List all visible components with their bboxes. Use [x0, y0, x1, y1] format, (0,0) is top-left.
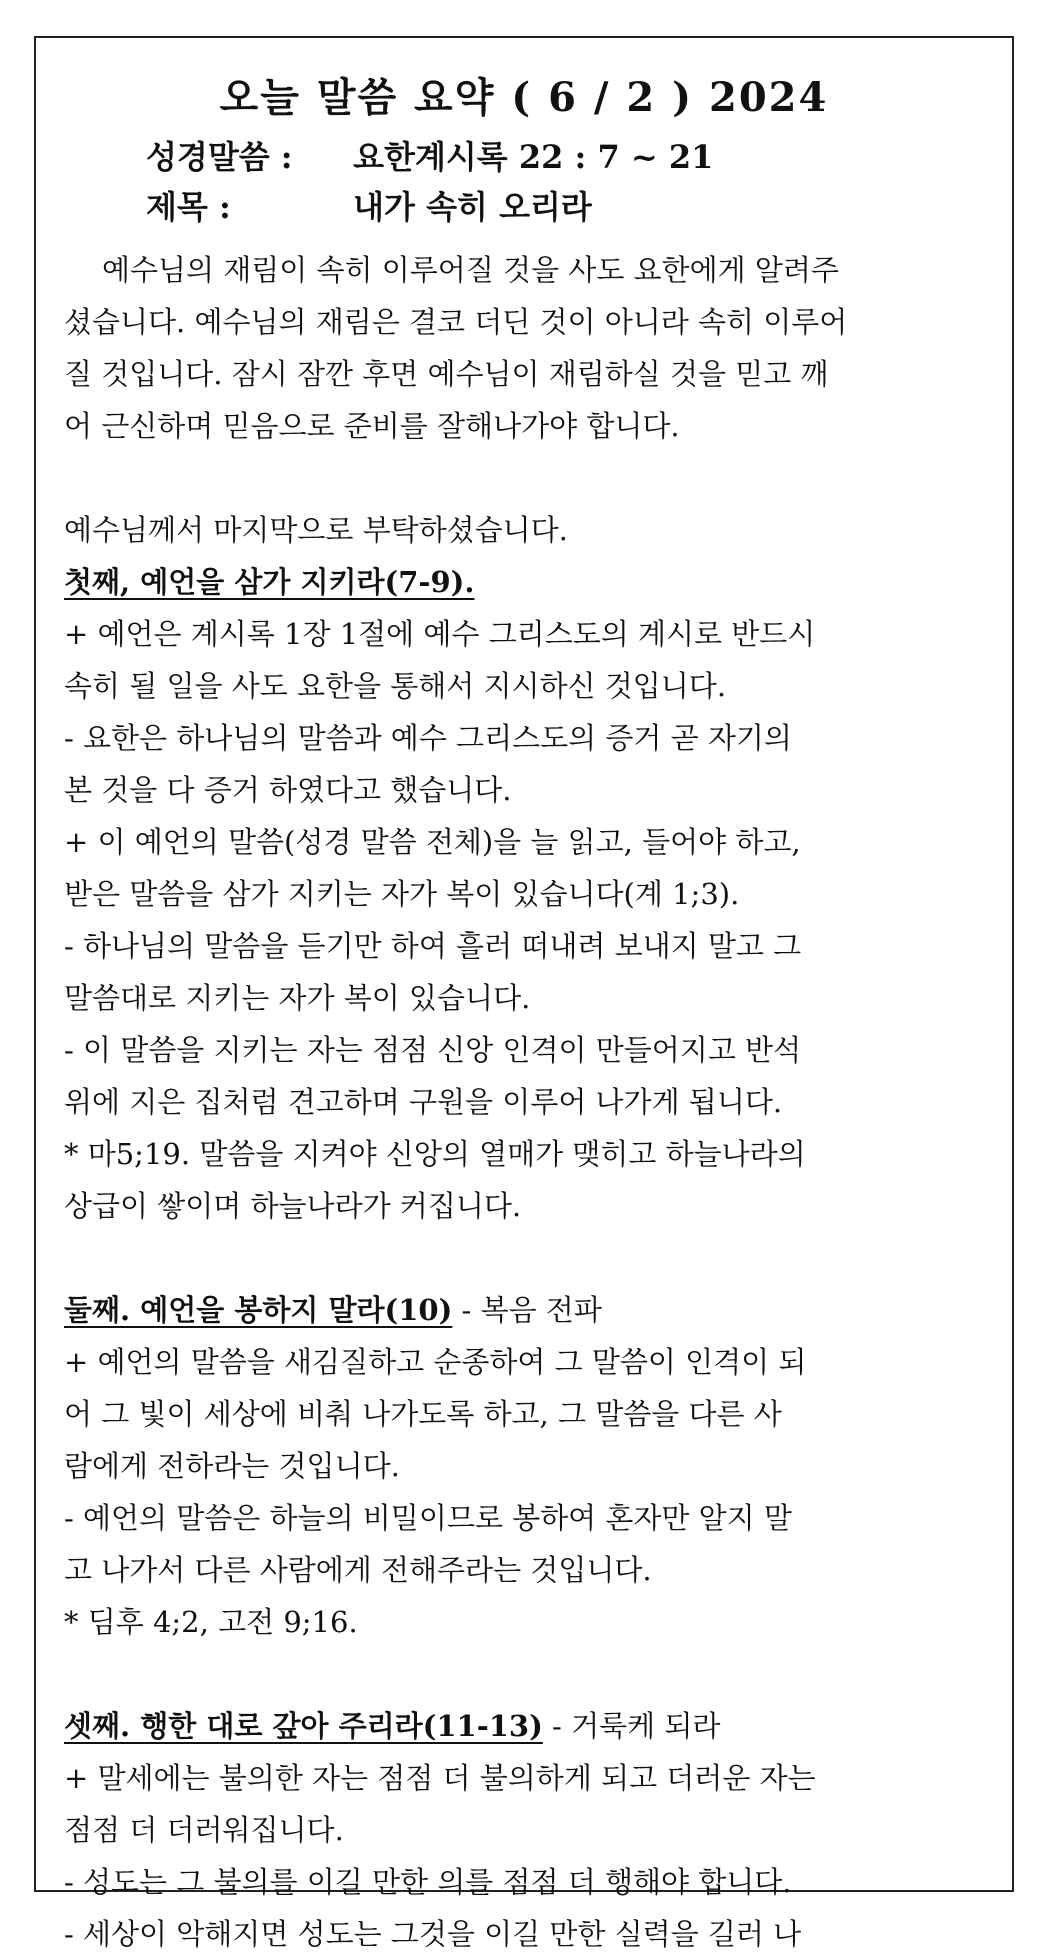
sermon-title [146, 182, 592, 228]
section-1-line: 말씀대로 지키는 자가 복이 있습니다. [64, 981, 531, 1015]
page-title: 오늘 말씀 요약 ( 6 / 2 ) 2024 [219, 74, 829, 121]
section-3-line: + 말세에는 불의한 자는 점점 더 불의하게 되고 더러운 자는 [64, 1761, 816, 1795]
section-2-line: 어 그 빛이 세상에 비춰 나가도록 하고, 그 말씀을 다른 사 [64, 1397, 782, 1431]
section-2-line: * 딤후 4;2, 고전 9;16. [64, 1605, 358, 1639]
section-1-line: 본 것을 다 증거 하였다고 했습니다. [64, 773, 512, 807]
section-3-line: 점점 더 더러워집니다. [64, 1813, 344, 1847]
intro-line: 예수님의 재림이 속히 이루어질 것을 사도 요한에게 알려주 [102, 253, 839, 287]
lead-line: 예수님께서 마지막으로 부탁하셨습니다. [64, 513, 568, 547]
section-1-heading-text: 첫째, 예언을 삼가 지키라(7-9). [64, 565, 475, 599]
section-1-line: - 하나님의 말씀을 듣기만 하여 흘러 떠내려 보내지 말고 그 [64, 929, 802, 963]
section-3-line: - 세상이 악해지면 성도는 그것을 이길 만한 실력을 길러 나 [64, 1917, 802, 1951]
section-3-suffix: - 거룩케 되라 [542, 1709, 721, 1743]
section-1-line: 속히 될 일을 사도 요한을 통해서 지시하신 것입니다. [64, 669, 727, 703]
intro-line: 어 근신하며 믿음으로 준비를 잘해나가야 합니다. [64, 409, 680, 443]
section-1-line: 위에 지은 집처럼 견고하며 구원을 이루어 나가게 됩니다. [64, 1085, 783, 1119]
section-1-line: 받은 말씀을 삼가 지키는 자가 복이 있습니다(계 1;3). [64, 877, 740, 911]
sermon-body [64, 244, 984, 1960]
scripture-label: 성경말씀 : [146, 138, 293, 176]
section-2-line: 고 나가서 다른 사람에게 전해주라는 것입니다. [64, 1553, 652, 1587]
section-2-heading [64, 1284, 984, 1336]
section-3-line: - 성도는 그 불의를 이길 만한 의를 점점 더 행해야 합니다. [64, 1865, 792, 1899]
intro-line: 셨습니다. 예수님의 재림은 결코 더딘 것이 아니라 속히 이루어 [64, 305, 848, 339]
section-1-heading [64, 556, 984, 608]
sermon-title-label: 제목 : [146, 188, 231, 226]
section-2-line: - 예언의 말씀은 하늘의 비밀이므로 봉하여 혼자만 알지 말 [64, 1501, 792, 1535]
scripture-reference [146, 132, 713, 178]
section-3-heading-text: 셋째. 행한 대로 갚아 주리라(11-13) [64, 1709, 543, 1743]
section-2-heading-text: 둘째. 예언을 봉하지 말라(10) [64, 1293, 453, 1327]
section-2-line: 람에게 전하라는 것입니다. [64, 1449, 400, 1483]
section-2-suffix: - 복음 전파 [452, 1293, 602, 1327]
scripture-value: 요한계시록 22 : 7 ~ 21 [353, 138, 714, 176]
section-1-line: + 이 예언의 말씀(성경 말씀 전체)을 늘 읽고, 들어야 하고, [64, 825, 801, 859]
section-1-line: * 마5;19. 말씀을 지켜야 신앙의 열매가 맺히고 하늘나라의 [64, 1137, 806, 1171]
summary-frame [34, 36, 1014, 1951]
section-3-heading [64, 1700, 984, 1752]
section-1-line: - 이 말씀을 지키는 자는 점점 신앙 인격이 만들어지고 반석 [64, 1033, 802, 1067]
section-1-line: + 예언은 계시록 1장 1절에 예수 그리스도의 계시로 반드시 [64, 617, 816, 651]
section-2-line: + 예언의 말씀을 새김질하고 순종하여 그 말씀이 인격이 되 [64, 1345, 807, 1379]
section-1-line: - 요한은 하나님의 말씀과 예수 그리스도의 증거 곧 자기의 [64, 721, 792, 755]
sermon-title-value: 내가 속히 오리라 [353, 188, 592, 226]
intro-line: 질 것입니다. 잠시 잠깐 후면 예수님이 재림하실 것을 믿고 깨 [64, 357, 829, 391]
section-1-line: 상급이 쌓이며 하늘나라가 커집니다. [64, 1189, 522, 1223]
